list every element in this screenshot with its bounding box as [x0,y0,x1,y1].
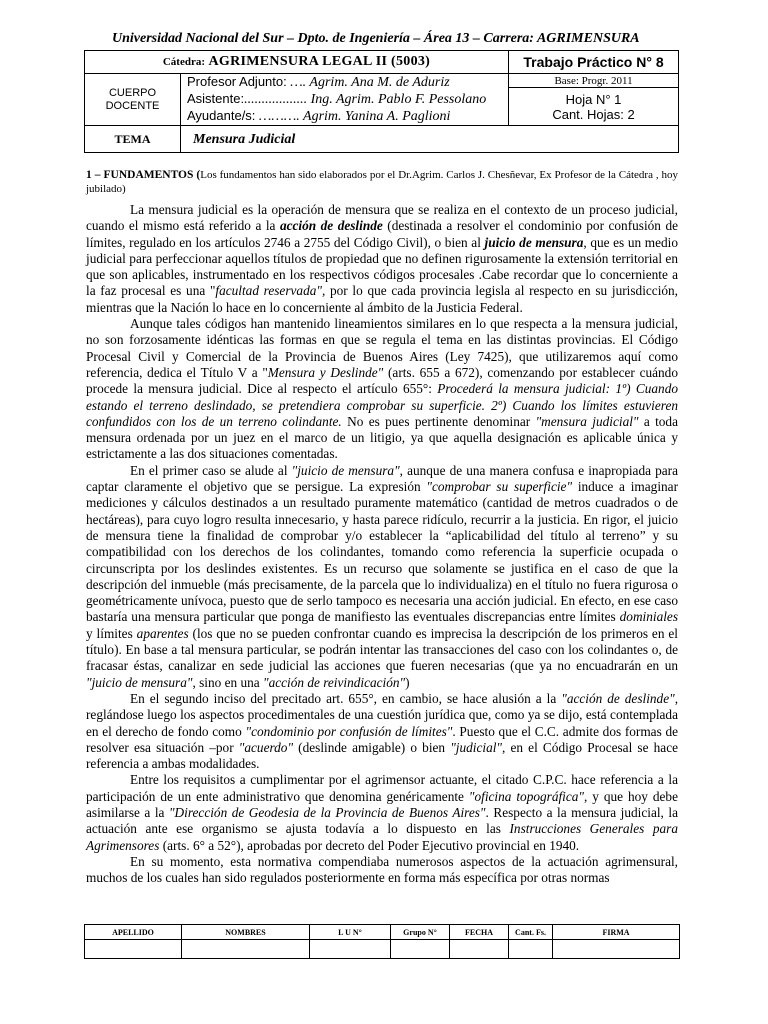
asistente-name: .................. Ing. Agrim. Pablo F. Pessolano [244,92,487,107]
profesor-label: Profesor Adjunto: [187,74,287,89]
ayudante-label: Ayudante/s: [187,108,256,123]
catedra-label: Cátedra: [162,56,206,68]
col-cant-fs: Cant. Fs. [509,925,553,940]
nombres-field[interactable] [182,940,310,959]
paragraph-2: Aunque tales códigos han mantenido lineamientos similares en lo que respecta a la mensura judicial, no son forzosamente idénticas las formas en que se regula el tema en las distintas provincias. El Código Procesal Civil y Comercial de la Provincia de Buenos Aires (Ley 7425), que utilizaremos aquí como referencia, dedica el Título V a "Mensura y Deslinde" (arts. 655 a 672), comenzando por establecer cuándo procede la mensura judicial. Dice al respecto el artículo 655°: Procederá la mensura judicial: 1º) Cuando estando el terreno deslindado, se pretendiera comprobar su superficie. 2º) Cuando los límites estuvieren confundidos con los de un terreno colindante. No es pues pertinente denominar "mensura judicial" a toda mensura ordenada por un juez en el marco de un litigio, ya que aquella designación es aplicable única y estrictamente a las dos situaciones comentadas. [86,316,678,462]
profesor-row [187,74,502,91]
tema-value-cell [181,126,679,153]
cant-fs-field[interactable] [509,940,553,959]
hoja-number: Hoja N° 1 [565,91,622,107]
grupo-field[interactable] [391,940,450,959]
col-apellido: APELLIDO [85,925,182,940]
tema-value: Mensura Judicial [193,132,296,147]
hoja-info [509,88,679,126]
catedra-cell [85,51,509,74]
cant-hojas: Cant. Hojas: 2 [552,106,635,122]
col-nombres: NOMBRES [182,925,310,940]
ayudante-name: ………. Agrim. Yanina A. Paglioni [255,109,451,124]
lu-field[interactable] [310,940,391,959]
apellido-field[interactable] [85,940,182,959]
catedra-name: AGRIMENSURA LEGAL II (5003) [208,54,431,69]
student-table-entry-row [85,940,680,959]
header-table [84,50,679,153]
fundamentos-heading: 1 – FUNDAMENTOS (Los fundamentos han sido elaborados por el Dr.Agrim. Carlos J. Chesñevar, Ex Profesor de la Cátedra , hoy jubilado) [86,169,678,195]
cuerpo-docente-label [85,74,181,126]
firma-field[interactable] [553,940,680,959]
col-fecha: FECHA [450,925,509,940]
col-grupo: Grupo N° [391,925,450,940]
base-program: Base: Progr. 2011 [509,74,679,88]
student-table-header [85,925,680,940]
cuerpo-label: CUERPO [108,86,157,99]
paragraph-4: En el segundo inciso del precitado art. 655°, en cambio, se hace alusión a la "acción de deslinde", reglándose luego los aspectos procedimentales de una cuestión jurídica que, como ya se dijo, está contemplada en el derecho de fondo como "condominio por confusión de límites". Puesto que el C.C. admite dos formas de resolver esa situación –por "acuerdo" (deslinde amigable) o bien "judicial", en el Código Procesal se hace referencia a ambas modalidades. [86,690,679,772]
docente-label: DOCENTE [105,99,160,112]
staff-cell [181,74,509,126]
paragraph-6: En su momento, esta normativa compendiaba numerosos aspectos de la actuación agrimensural, muchos de los cuales han sido regulados posteriormente en forma más específica por otras normas [86,853,678,886]
col-lu: L U N° [310,925,391,940]
body-text [86,168,678,886]
paragraph-5: Entre los requisitos a cumplimentar por el agrimensor actuante, el citado C.P.C. hace referencia a la participación de un ente administrativo que denomina genéricamente "oficina topográfica", y que hoy debe asimilarse a la "Dirección de Geodesia de la Provincia de Buenos Aires". Respecto a la mensura judicial, la actuación ante ese organismo se ajusta todavía a lo dispuesto en las Instrucciones Generales para Agrimensores (arts. 6° a 52°), aprobadas por decreto del Poder Ejecutivo provincial en 1940. [86,772,678,853]
tema-label: TEMA [85,126,181,153]
paragraph-3: En el primer caso se alude al "juicio de mensura", aunque de una manera confusa e inapropiada para captar claramente el objetivo que se persigue. La expresión "comprobar su superficie" induce a imaginar mediciones y cálculos destinados a un resultado puramente matemático (cantidad de metros cuadrados o de hectáreas), para cuyo logro resulta innecesario, y hasta parece ridículo, recurrir a la justicia. En rigor, el juicio de mensura tiene la finalidad de comprobar y/o establecer la “aplicabilidad del título al terreno” y su compatibilidad con los derechos de los colindantes, tomando como referencia la superficie ocupada o circunscripta por los deslindes existentes. Es un recurso que solamente se justifica en el caso de que la descripción del inmueble (más precisamente, de la parcela que lo individualiza) en el título no fuera rigurosa o geométricamente unívoca, puesto que de serlo tampoco es necesaria una acción judicial. En efecto, en ese caso bastaría una mensura particular que ponga de manifiesto las eventuales discrepancias entre límites dominiales y límites aparentes (los que no se pueden confrontar cuando es imprecisa la descripción de los primeros en el título). En base a tal mensura particular, se podrán intentar las transacciones del caso con los colindantes o, de fracasar éstas, canalizar en sede judicial las acciones que fueren necesarias (que ya no encuadrarán en un "juicio de mensura", sino en una "acción de reivindicación") [86,462,678,690]
ayudante-row [187,108,502,125]
col-firma: FIRMA [553,925,680,940]
student-info-table [84,924,680,959]
asistente-row [187,91,502,108]
profesor-name: …. Agrim. Ana M. de Aduriz [286,75,450,90]
trabajo-practico-title: Trabajo Práctico N° 8 [509,51,679,74]
fecha-field[interactable] [450,940,509,959]
paragraph-1: La mensura judicial es la operación de mensura que se realiza en el contexto de un proceso judicial, cuando el mismo está referido a la acción de deslinde (destinada a resolver el condominio por confusión de límites, regulado en los artículos 2746 a 2755 del Código Civil), o bien al juicio de mensura, que es un medio judicial para perfeccionar aquellos títulos de propiedad que no definen rigurosamente la extensión territorial en que son aplicables, instrumentado en los respectivos códigos procesales .Cabe recordar que lo concerniente a la faz procesal es una "facultad reservada", por lo que cada provincia legisla al respecto en su jurisdicción, mientras que la Nación lo hace en lo concerniente al ámbito de la Justicia Federal. [86,202,679,315]
asistente-label: Asistente: [187,91,245,106]
university-header-line: Universidad Nacional del Sur – Dpto. de Ingeniería – Área 13 – Carrera: AGRIMENSURA [112,31,640,46]
